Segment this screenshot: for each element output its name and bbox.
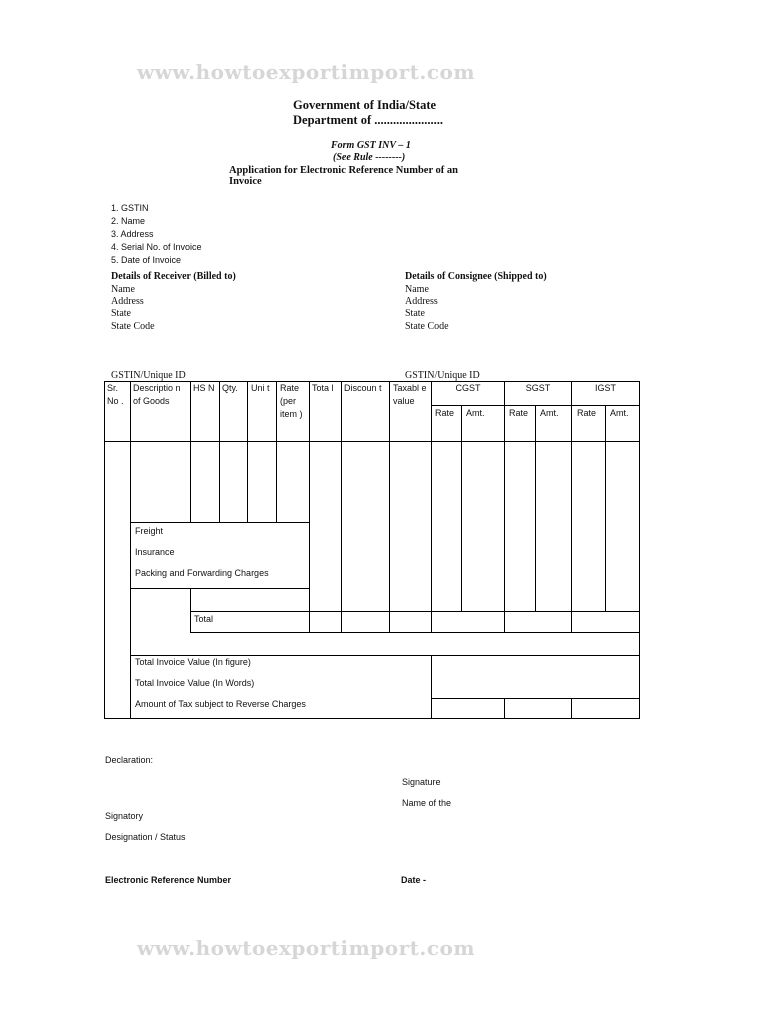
- table-line: [389, 381, 390, 632]
- table-line: [130, 588, 309, 589]
- col-qty: Qty.: [222, 383, 238, 393]
- declaration-label: Declaration:: [105, 755, 154, 765]
- consignee-state-code: State Code: [405, 321, 449, 332]
- table-line: [190, 611, 640, 612]
- col-total: Tota l: [312, 383, 334, 393]
- receiver-address: Address: [111, 296, 144, 307]
- table-line: [431, 381, 432, 632]
- col-unit: Uni t: [251, 383, 270, 393]
- consignee-address: Address: [405, 296, 438, 307]
- total-invoice-value-figure: Total Invoice Value (In figure): [135, 657, 251, 667]
- field-gstin: 1. GSTIN: [111, 203, 149, 213]
- watermark-bottom: www.howtoexportimport.com: [137, 936, 476, 960]
- col-discount: Discoun t: [344, 383, 382, 393]
- total-invoice-value-words: Total Invoice Value (In Words): [135, 678, 255, 688]
- col-igst-amt: Amt.: [610, 408, 629, 418]
- name-of-the-label: Name of the: [402, 798, 452, 808]
- table-line: [190, 632, 640, 633]
- watermark-top: www.howtoexportimport.com: [137, 60, 476, 84]
- col-description: Descriptio n of Goods: [133, 383, 181, 406]
- field-date: 5. Date of Invoice: [111, 255, 182, 265]
- col-sgst-amt: Amt.: [540, 408, 559, 418]
- table-line: [276, 381, 277, 522]
- table-line: [504, 381, 505, 632]
- col-rate: Rate (per item ): [280, 383, 303, 419]
- table-line: [219, 381, 220, 522]
- header-department: Department of ......................: [293, 113, 443, 127]
- col-igst: IGST: [594, 383, 616, 393]
- col-cgst-rate: Rate: [435, 408, 455, 418]
- charge-packing-forwarding: Packing and Forwarding Charges: [135, 568, 269, 578]
- col-sr-no: Sr. No .: [107, 383, 124, 406]
- receiver-title: Details of Receiver (Billed to): [111, 271, 236, 282]
- table-line: [535, 405, 536, 612]
- table-line: [309, 381, 310, 632]
- form-rule: (See Rule --------): [333, 152, 406, 163]
- charge-freight: Freight: [135, 526, 164, 536]
- electronic-reference-number-label: Electronic Reference Number: [105, 875, 232, 885]
- field-name: 2. Name: [111, 216, 146, 226]
- header-government: Government of India/State: [293, 98, 437, 112]
- designation-status-label: Designation / Status: [105, 832, 186, 842]
- table-line: [104, 718, 640, 719]
- table-line: [104, 441, 640, 442]
- consignee-name: Name: [405, 284, 429, 295]
- charge-insurance: Insurance: [135, 547, 175, 557]
- table-line: [247, 381, 248, 522]
- consignee-state: State: [405, 308, 425, 319]
- signature-label: Signature: [402, 777, 441, 787]
- receiver-name: Name: [111, 284, 135, 295]
- col-sgst: SGST: [525, 383, 551, 393]
- table-line: [130, 381, 131, 719]
- table-line: [571, 381, 572, 632]
- col-igst-rate: Rate: [577, 408, 597, 418]
- table-line: [639, 381, 640, 719]
- field-serial-no: 4. Serial No. of Invoice: [111, 242, 202, 252]
- total-label: Total: [194, 614, 214, 624]
- form-title-line1: Application for Electronic Reference Number of an: [229, 165, 459, 176]
- table-line: [504, 698, 505, 719]
- form-title-line2: Invoice: [229, 176, 262, 187]
- table-line: [130, 522, 309, 523]
- table-line: [104, 381, 105, 719]
- col-cgst: CGST: [455, 383, 481, 393]
- table-line: [341, 381, 342, 632]
- table-line: [431, 698, 640, 699]
- form-number: Form GST INV – 1: [331, 140, 411, 151]
- table-line: [431, 655, 432, 719]
- table-line: [605, 405, 606, 612]
- table-line: [571, 698, 572, 719]
- receiver-gstin: GSTIN/Unique ID: [111, 370, 186, 381]
- signatory-label: Signatory: [105, 811, 144, 821]
- col-hsn: HS N: [193, 383, 215, 393]
- date-label: Date -: [401, 875, 427, 885]
- col-cgst-amt: Amt.: [466, 408, 485, 418]
- consignee-gstin: GSTIN/Unique ID: [405, 370, 480, 381]
- field-address: 3. Address: [111, 229, 154, 239]
- receiver-state: State: [111, 308, 131, 319]
- table-line: [190, 588, 191, 632]
- col-sgst-rate: Rate: [509, 408, 529, 418]
- reverse-charge-tax-amount: Amount of Tax subject to Reverse Charges: [135, 699, 306, 709]
- table-line: [190, 381, 191, 522]
- col-taxable-value: Taxabl e value: [393, 383, 427, 406]
- receiver-state-code: State Code: [111, 321, 155, 332]
- consignee-title: Details of Consignee (Shipped to): [405, 271, 547, 282]
- table-line: [461, 405, 462, 612]
